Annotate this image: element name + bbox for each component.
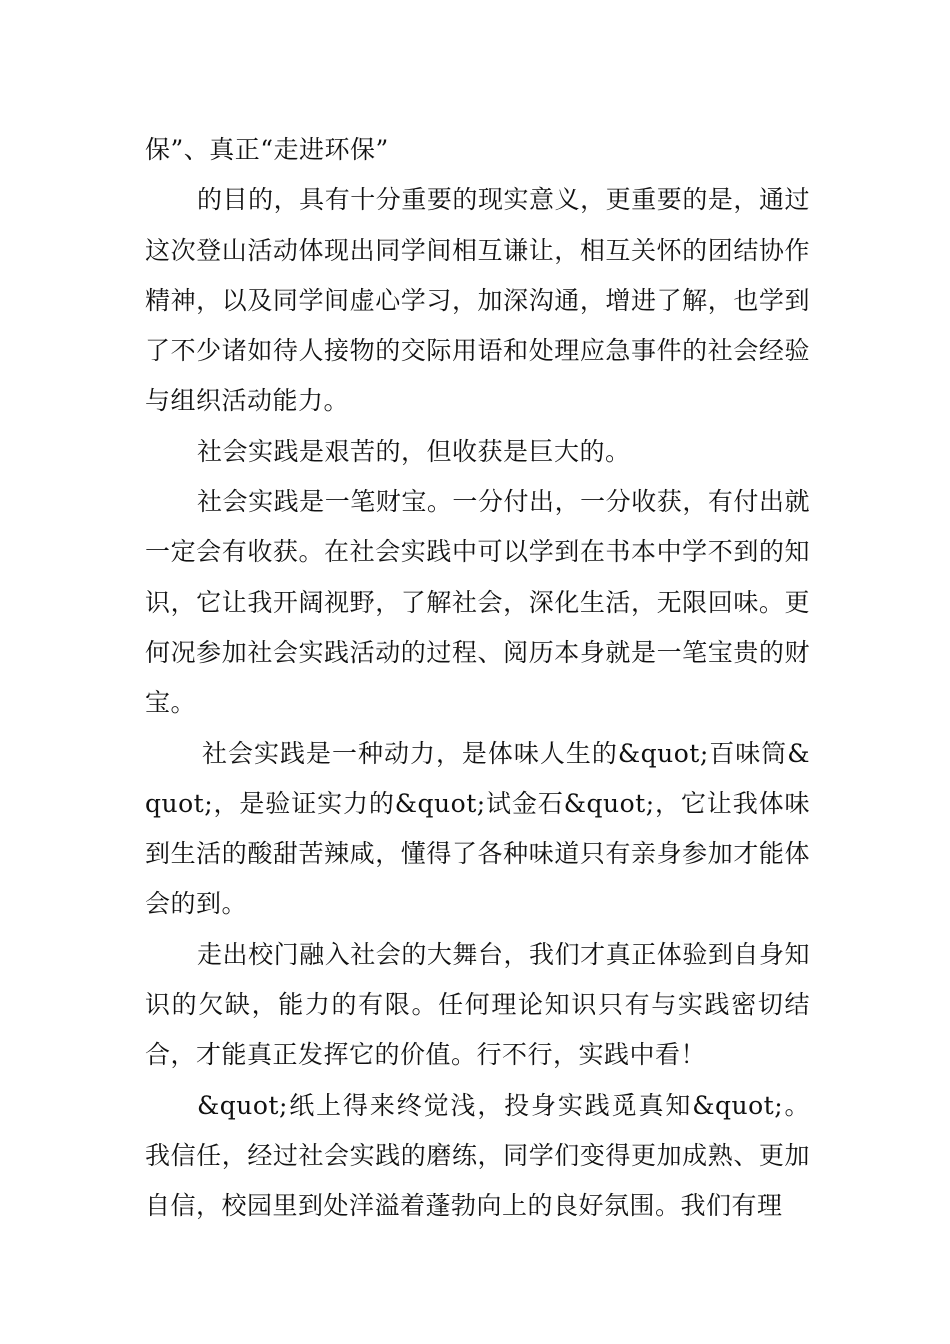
document-body <box>145 125 810 1232</box>
paragraph: 走出校门融入社会的大舞台，我们才真正体验到自身知识的欠缺，能力的有限。任何理论知识只有与实践密切结合，才能真正发挥它的价值。行不行，实践中看！ <box>145 939 810 1070</box>
paragraph: 社会实践是一种动力，是体味人生的&quot;百味筒&quot;，是验证实力的&quot;试金石&quot;，它让我体味到生活的酸甜苦辣咸，懂得了各种味道只有亲身参加才能体会的到。 <box>145 738 810 919</box>
paragraph: 社会实践是艰苦的，但收获是巨大的。 <box>197 436 631 466</box>
paragraph-continuation: 保”、真正“走进环保” <box>145 135 389 164</box>
paragraph: 社会实践是一笔财宝。一分付出，一分收获，有付出就一定会有收获。在社会实践中可以学到在书本中学不到的知识，它让我开阔视野，了解社会，深化生活，无限回味。更何况参加社会实践活动的过程、阅历本身就是一笔宝贵的财宝。 <box>145 487 810 718</box>
paragraph: &quot;纸上得来终觉浅，投身实践觅真知&quot;。我信任，经过社会实践的磨练，同学们变得更加成熟、更加自信，校园里到处洋溢着蓬勃向上的良好氛围。我们有理 <box>145 1090 810 1221</box>
paragraph: 的目的，具有十分重要的现实意义，更重要的是，通过这次登山活动体现出同学间相互谦让，相互关怀的团结协作精神，以及同学间虚心学习，加深沟通，增进了解，也学到了不少诸如待人接物的交际用语和处理应急事件的社会经验与组织活动能力。 <box>145 185 810 416</box>
